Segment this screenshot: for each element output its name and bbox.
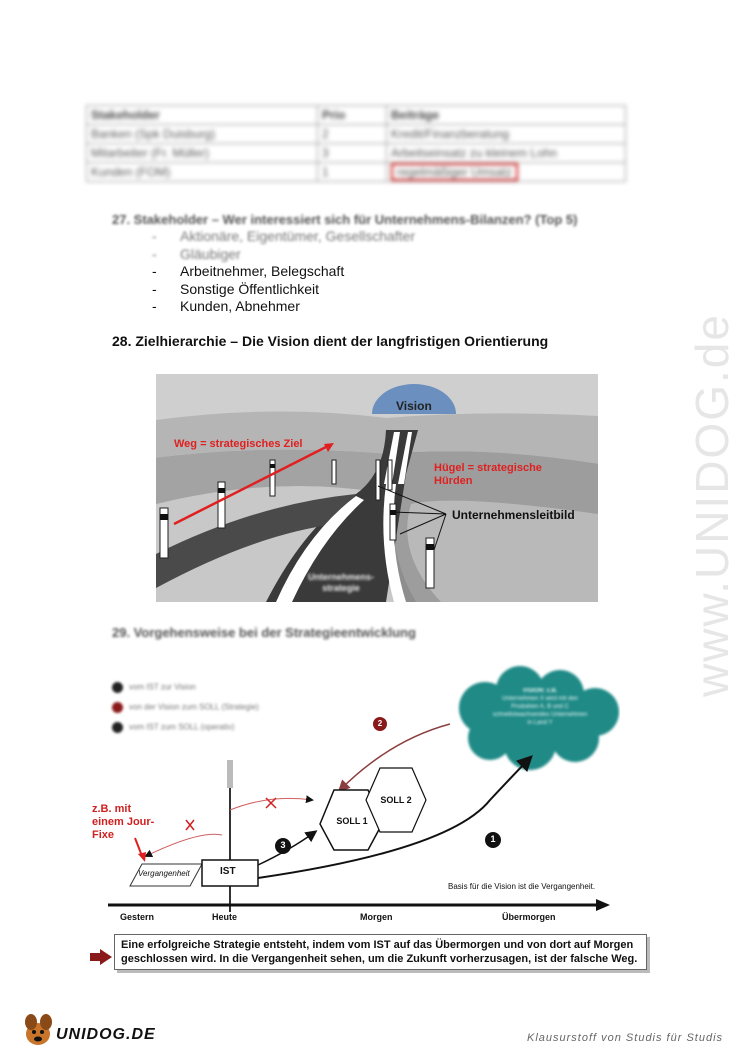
table-header-cell: Prio [318,106,387,125]
legend-label: vom IST zur Vision [129,682,196,692]
vision-cloud-text [490,687,590,727]
table-cell [387,163,626,182]
timeline-label: Gestern [120,912,155,922]
table-row [87,125,626,144]
stakeholder-table [86,105,626,182]
vision-cloud-title: VISION: z.B. [522,688,558,694]
road-picture [156,374,598,602]
section28-title: 28. Zielhierarchie – Die Vision dient der langfristigen Orientierung [112,333,549,349]
list-item-text: Kunden, Abnehmer [180,298,300,314]
table-header-row [87,106,626,125]
legend-label: von der Vision zum SOLL (Strategie) [129,702,259,712]
unidog-logo [20,1012,156,1048]
table-cell: Kunden (FOM) [87,163,318,182]
legend-dot [112,702,123,713]
list-item: - Aktionäre, Eigentümer, Gesellschafter [152,228,416,244]
vision-cloud-body: Unternehmen X wird mit den Produkten A, B und C schnellstwachsendes Unternehmen in Land Y [492,696,588,726]
legend-item-2 [112,702,259,713]
list-item: - Kunden, Abnehmer [152,298,300,314]
table-cell: Kredit/Finanzberatung [387,125,626,144]
highlighted-cell: regelmäßiger Umsatz [391,163,518,181]
vergangenheit-label: Vergangenheit [138,869,190,878]
section27-title: 27. Stakeholder – Wer interessiert sich für Unternehmens-Bilanzen? (Top 5) [112,212,578,227]
ist-label: IST [220,866,236,877]
list-item: - Arbeitnehmer, Belegschaft [152,263,345,279]
footer-tagline: Klausurstoff von Studis für Studis [527,1032,724,1044]
soll2-label: SOLL 2 [380,795,412,805]
watermark-text: www.UNIDOG.de [686,313,738,697]
list-item: - Gläubiger [152,245,241,262]
timeline-label: Morgen [360,912,393,922]
section27-list [152,228,415,316]
logo-text: UNIDOG.DE [56,1026,156,1043]
table-row [87,163,626,182]
table-cell: Mitarbeiter (Fr. Müller) [87,144,318,163]
legend-label: vom IST zum SOLL (operativ) [129,722,235,732]
timeline-label: Heute [212,912,238,922]
timeline-label: Übermorgen [502,912,556,922]
leitbild-label: Unternehmensleitbild [452,508,575,522]
annotation-line: z.B. mit [92,803,132,815]
annotation-text [92,803,154,842]
list-item-text: Arbeitnehmer, Belegschaft [180,263,345,279]
strategie-label-line2: strategie [322,583,360,593]
table-cell: 1 [318,163,387,182]
list-item-text: Gläubiger [180,245,241,262]
table-row [87,144,626,163]
vision-label: Vision [396,399,432,413]
list-item-text: Aktionäre, Eigentümer, Gesellschafter [180,228,416,244]
note-arrow-icon [90,949,112,970]
basis-text: Basis für die Vision ist die Vergangenheit. [448,882,596,891]
table-cell: 3 [318,144,387,163]
table-cell: 2 [318,125,387,144]
soll1-label: SOLL 1 [336,816,368,826]
legend-item-3 [112,722,234,733]
table-cell: Arbeitseinsatz zu kleinem Lohn [387,144,626,163]
badge-2: 2 [377,719,383,728]
conclusion-box: Eine erfolgreiche Strategie entsteht, indem vom IST auf das Übermorgen und von dort auf Morgen geschlossen wird. In die Vergangenheit sehen, um die Zukunft vorherzusagen, ist der falsche Weg. [114,934,647,970]
legend-dot [112,722,123,733]
huegel-label-line2: Hürden [434,475,473,487]
list-item: - Sonstige Öffentlichkeit [152,280,320,297]
badge-1: 1 [490,834,496,844]
list-item-text: Sonstige Öffentlichkeit [180,280,320,297]
annotation-line: Fixe [92,829,115,841]
table-header-cell: Stakeholder [87,106,318,125]
section29-title: 29. Vorgehensweise bei der Strategieentwicklung [112,625,416,640]
huegel-label-line1: Hügel = strategische [434,462,542,474]
table-header-cell: Beiträge [387,106,626,125]
strategie-label-line1: Unternehmens- [307,572,374,582]
badge-3: 3 [280,840,286,850]
legend-dot [112,682,123,693]
annotation-line: einem Jour- [92,816,155,828]
weg-label: Weg = strategisches Ziel [174,438,303,450]
table-cell: Banken (Spk Duisburg) [87,125,318,144]
legend-item-1 [112,682,196,693]
dog-icon [20,1012,60,1048]
road-illustration [156,374,598,602]
